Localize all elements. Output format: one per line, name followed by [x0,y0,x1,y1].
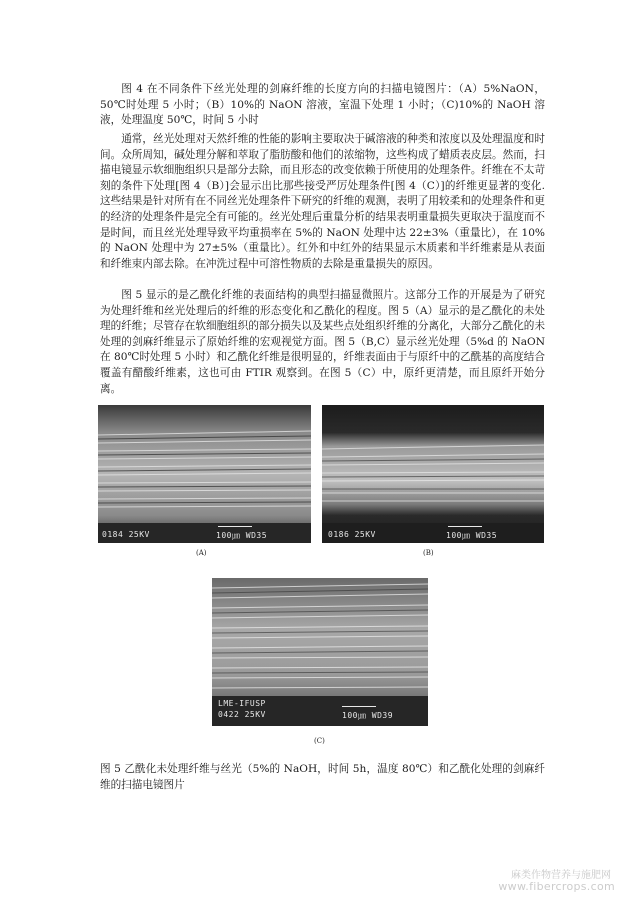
figure-5-caption: 图 5 乙酰化未处理纤维与丝光（5%的 NaOH，时间 5h，温度 80℃）和乙酰化处理的剑麻纤维的扫描电镜图片 [100,763,545,791]
sem-info-a: 0184 25KV [102,530,150,539]
body-paragraph-1: 通常，丝光处理对天然纤维的性能的影响主要取决于碱溶液的种类和浓度以及处理温度和时间。众所周知，碱处理分解和萃取了脂肪酸和他们的浓缩物，这些构成了蜡质表皮层。然而，扫描电镜显示软细胞组织只是部分去除，而且形态的改变依赖于所使用的处理条件。纤维在不太苛刻的条件下处理[图 4（B）]会显示出比那些接受严厉处理条件[图 4（C）]的纤维更显著的变化.这些结果是针对所有在不同丝光处理条件下研究的纤维的观测，表明了用较柔和的处理条件和更的经济的处理条件是完全有可能的。丝光处理后重量分析的结果表明重量损失更取决于温度而不是时间，而且丝光处理导致平均重损率在 5%的 NaON 处理中达 22±3%（重量比），在 10%的 NaON 处理中为 27±5%（重量比）。红外和中红外的结果显示木质素和半纤维素是从表面和纤维束内部去除。在冲洗过程中可溶性物质的去除是重量损失的原因。 [100,133,545,270]
watermark-url: www.fibercrops.com [498,880,615,893]
scale-bar-c [342,706,376,707]
sem-fiber-texture-a [98,405,311,543]
scale-bar-b [448,526,482,527]
sem-scale-label-a: 100㎛ WD35 [216,531,268,540]
sem-info-c-line2: 0422 25KV [218,710,266,719]
sem-image-b [322,405,544,543]
figure-label-a: (A) [196,549,207,557]
sem-info-c-line1: LME-IFUSP [218,699,266,708]
scale-bar-a [218,526,252,527]
sem-info-b: 0186 25KV [328,530,376,539]
sem-scale-label-b: 100㎛ WD35 [446,531,498,540]
figure-label-b: (B) [423,549,434,557]
watermark-cn: 麻类作物营养与施肥网 [511,870,611,881]
body-paragraph-2: 图 5 显示的是乙酰化纤维的表面结构的典型扫描显微照片。这部分工作的开展是为了研究为处理纤维和丝光处理后的纤维的形态变化和乙酰化的程度。图 5（A）显示的是乙酰化的未处理的纤维；尽管存在软细胞组织的部分损失以及某些点处组织纤维的分离化，大部分乙酰化的未处理的剑麻纤维显示了原始纤维的宏观视觉方面。图 5（B,C）显示丝光处理（5%d 的 NaON 在 80℃时处理 5 小时）和乙酰化纤维是很明显的，纤维表面由于与原纤中的乙酰基的高度结合覆盖有醋酸纤维素，这也可由 FTIR 观察到。在图 5（C）中，原纤更清楚，而且原纤开始分离。 [100,289,545,395]
sem-fiber-texture-b [322,405,544,543]
sem-scale-label-c: 100㎛ WD39 [342,711,394,720]
figure-label-c: (C) [314,737,325,745]
sem-image-a [98,405,311,543]
sem-image-c [212,578,428,726]
figure-4-caption: 图 4 在不同条件下丝光处理的剑麻纤维的长度方向的扫描电镜图片：（A）5%NaON，50℃时处理 5 小时；（B）10%的 NaON 溶液，室温下处理 1 小时；（C)10%的 NaOH 溶液，处理温度 50℃，时间 5 小时 [100,83,545,127]
